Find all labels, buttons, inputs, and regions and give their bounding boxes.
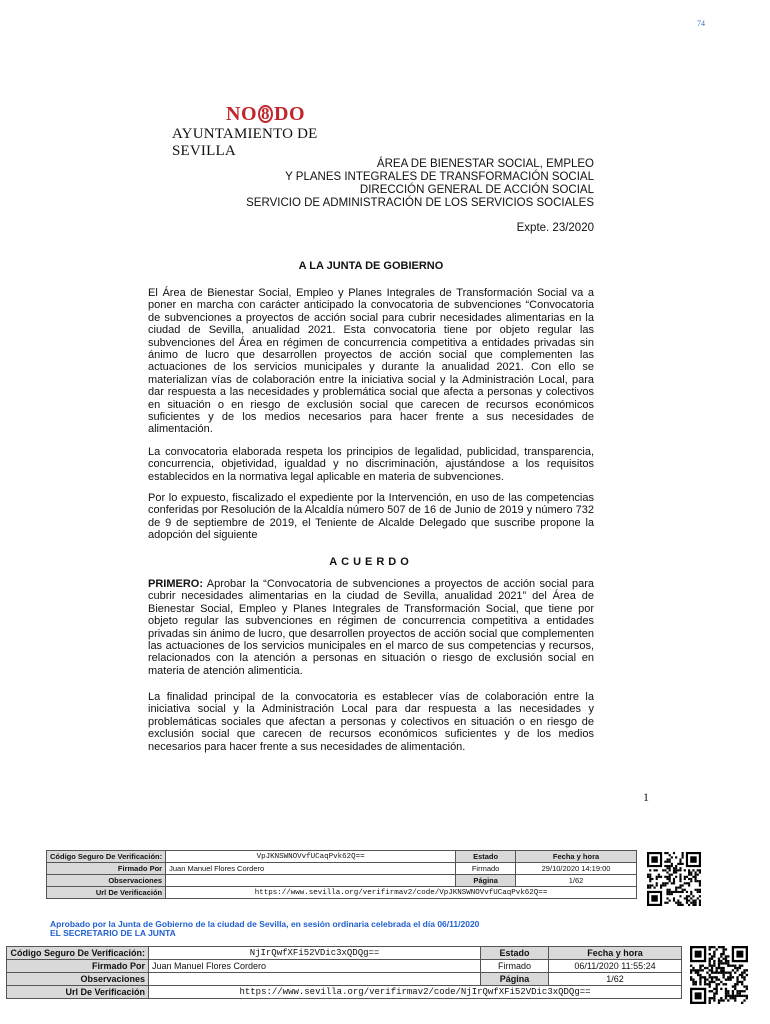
paragraph: La finalidad principal de la convocatoria es establecer vías de colaboración entre la iniciativa social y la Administración Local para dar respuesta a las necesidades y problemáticas sociales que afectan a personas y colectivos en situación o en riesgo de exclusión social que carecen de recursos económicos suficientes y de los medios necesarios para hacer frente a sus necesidades de alimentación. xyxy=(148,691,594,753)
estado-value: Firmado xyxy=(481,960,549,973)
paragraph: El Área de Bienestar Social, Empleo y Planes Integrales de Transformación Social va a poner en marcha con carácter anticipado la convocatoria de subvenciones “Convocatoria de subvenciones a proyectos de acción social para cubrir necesidades alimentarias en la ciudad de Sevilla, anualidad 2021. Esta convocatoria tiene por objeto regular las subvenciones del Área en régimen de concurrencia competitiva a entidades privadas sin ánimo de lucro que desarrollen proyectos de acción social que complementen las actuaciones de los servicios municipales y durante la anualidad 2021. Con ello se materializan vías de colaboración entre la iniciativa social y la Administración Local, para dar respuesta a las necesidades y problemática social que afecta a personas y colectivos en situación o en riesgo de exclusión social que carecen de recursos económicos suficientes y de los medios necesarios para hacer frente a sus necesidades de alimentación. xyxy=(148,287,594,436)
label-pagina: Página xyxy=(481,973,549,986)
fecha-value: 29/10/2020 14:19:00 xyxy=(516,863,637,875)
label-url: Url De Verificación xyxy=(7,986,149,999)
approval-note xyxy=(50,920,479,938)
verification-code: VpJKNSWNOVvfUCaqPvk62Q== xyxy=(166,851,456,863)
acuerdo-heading: ACUERDO xyxy=(329,556,413,568)
label-code: Código Seguro De Verificación: xyxy=(47,851,166,863)
primero-label: PRIMERO: xyxy=(148,578,203,590)
header-line: ÁREA DE BIENESTAR SOCIAL, EMPLEO xyxy=(376,158,594,170)
paragraph: Por lo expuesto, fiscalizado el expediente por la Intervención, en uso de las competencias conferidas por Resolución de la Alcaldía número 507 de 16 de Junio de 2019 y número 732 de 9 de septiembre de 2019, el Teniente de Alcalde Delegado que suscribe propone la adopción del siguiente xyxy=(148,492,594,542)
label-observaciones: Observaciones xyxy=(7,973,149,986)
header-line: DIRECCIÓN GENERAL DE ACCIÓN SOCIAL xyxy=(359,184,594,196)
label-observaciones: Observaciones xyxy=(47,875,166,887)
label-firmado: Firmado Por xyxy=(7,960,149,973)
estado-value: Firmado xyxy=(456,863,516,875)
approval-line: Aprobado por la Junta de Gobierno de la ciudad de Sevilla, en sesión ordinaria celebrada el día 06/11/2020 xyxy=(50,919,480,929)
paragraph-primero xyxy=(148,578,594,677)
observaciones-value xyxy=(166,875,456,887)
page-footer-number: 1 xyxy=(643,790,649,804)
paragraph: La convocatoria elaborada respeta los principios de legalidad, publicidad, transparencia, concurrencia, objetividad, igualdad y no discriminación, ajustándose a los requisitos establecidos en la normativa legal aplicable en materia de subvenciones. xyxy=(148,446,594,483)
signer-name: Juan Manuel Flores Cordero xyxy=(166,863,456,875)
header-line: SERVICIO DE ADMINISTRACIÓN DE LOS SERVICIOS SOCIALES xyxy=(246,197,594,209)
signature-table-1 xyxy=(46,850,637,899)
verification-code: NjIrQwfXFi52VDic3xQDQg== xyxy=(149,947,481,960)
logo-name: AYUNTAMIENTO DE SEVILLA xyxy=(172,126,318,159)
label-estado: Estado xyxy=(481,947,549,960)
approval-signer: EL SECRETARIO DE LA JUNTA xyxy=(50,928,176,938)
observaciones-value xyxy=(149,973,481,986)
ayuntamiento-logo xyxy=(172,104,372,160)
label-estado: Estado xyxy=(456,851,516,863)
verification-url[interactable]: https://www.sevilla.org/verifirmav2/code/VpJKNSWNOVvfUCaqPvk62Q== xyxy=(166,887,637,899)
top-page-number: 74 xyxy=(697,19,705,28)
fecha-value: 06/11/2020 11:55:24 xyxy=(549,960,682,973)
label-fecha: Fecha y hora xyxy=(549,947,682,960)
no8do-emblem: NO 8 DO xyxy=(226,103,305,125)
pagina-value: 1/62 xyxy=(549,973,682,986)
label-code: Código Seguro De Verificación: xyxy=(7,947,149,960)
addressee-heading: A LA JUNTA DE GOBIERNO xyxy=(298,260,444,272)
signer-name: Juan Manuel Flores Cordero xyxy=(149,960,481,973)
label-pagina: Página xyxy=(456,875,516,887)
label-firmado: Firmado Por xyxy=(47,863,166,875)
header-line: Y PLANES INTEGRALES DE TRANSFORMACIÓN SOCIAL xyxy=(285,171,594,183)
department-header xyxy=(246,158,594,210)
qr-code-icon xyxy=(647,852,701,906)
expediente-number: Expte. 23/2020 xyxy=(516,222,594,234)
qr-code-icon xyxy=(690,946,748,1004)
verification-url[interactable]: https://www.sevilla.org/verifirmav2/code/NjIrQwfXFi52VDic3xQDQg== xyxy=(149,986,682,999)
signature-table-2 xyxy=(6,946,682,999)
label-fecha: Fecha y hora xyxy=(516,851,637,863)
pagina-value: 1/62 xyxy=(516,875,637,887)
primero-text: Aprobar la “Convocatoria de subvenciones a proyectos de acción social para cubrir necesidades alimentarias en la ciudad de Sevilla, anualidad 2021” del Área de Bienestar Social, Empleo y Planes Integrales de Transformación Social, que tiene por objeto regular las subvenciones en régimen de concurrencia competitiva a entidades privadas sin ánimo de lucro, que desarrollen proyectos de acción social que complementen las actuaciones de los servicios municipales en el marco de sus competencias y recursos, relacionados con la atención a personas en situación o riesgo de exclusión social en materia de atención alimenticia. xyxy=(148,578,594,677)
label-url: Url De Verificación xyxy=(47,887,166,899)
